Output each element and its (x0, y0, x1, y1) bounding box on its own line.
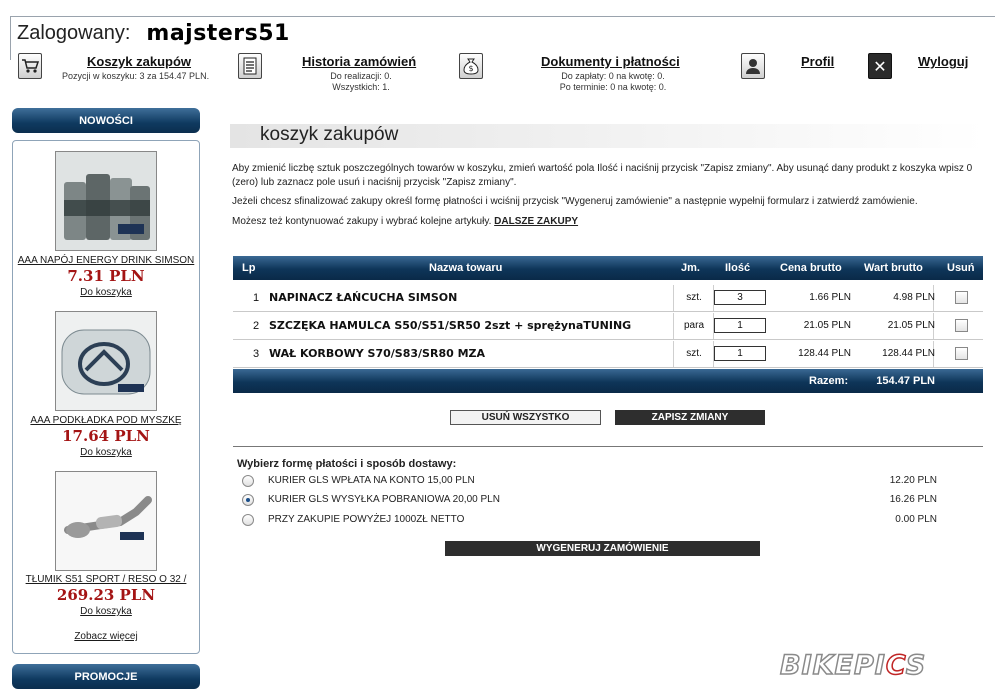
nav-logout-link[interactable]: Wyloguj (918, 54, 969, 69)
payment-title: Wybierz formę płatości i sposób dostawy: (237, 458, 457, 470)
remove-checkbox[interactable] (955, 347, 968, 360)
table-row (233, 285, 983, 312)
payment-option[interactable] (240, 493, 937, 509)
product-image-exhaust[interactable] (55, 471, 157, 571)
nav-cart-link[interactable]: Koszyk zakupów (87, 54, 192, 69)
nav-history-pending: Do realizacji: 0. (330, 71, 392, 81)
intro-continue-text: Możesz też kontynuować zakupy i wybrać kolejne artykuły. (232, 216, 492, 227)
svg-text:$: $ (468, 64, 474, 73)
payment-radio-selected[interactable] (242, 494, 254, 506)
table-row (233, 313, 983, 340)
col-qty: Ilość (725, 262, 751, 274)
product-price: 17.64 PLN (62, 427, 150, 445)
remove-checkbox[interactable] (955, 291, 968, 304)
quantity-input[interactable]: 3 (714, 290, 766, 305)
nav-history-link[interactable]: Historia zamówień (302, 54, 417, 69)
generate-order-button[interactable]: WYGENERUJ ZAMÓWIENIE (445, 541, 760, 556)
add-to-cart-link[interactable]: Do koszyka (80, 447, 132, 458)
news-heading: NOWOŚCI (12, 108, 200, 133)
row-unit: szt. (686, 292, 702, 303)
row-lp: 1 (253, 292, 260, 304)
row-unit: szt. (686, 348, 702, 359)
row-lp: 2 (253, 320, 260, 332)
row-price: 128.44 PLN (798, 348, 851, 359)
nav-profile-link[interactable]: Profil (801, 54, 835, 69)
cart-total-bar (233, 369, 983, 393)
product-price: 7.31 PLN (67, 267, 145, 285)
login-label: Zalogowany: (17, 21, 131, 44)
payment-radio[interactable] (242, 514, 254, 526)
frame-left-rule (10, 16, 11, 60)
watermark-logo (780, 650, 926, 681)
nav-history-all: Wszystkich: 1. (332, 82, 390, 92)
add-to-cart-link[interactable]: Do koszyka (80, 606, 132, 617)
col-price: Cena brutto (780, 262, 842, 274)
nav-documents-due: Do zapłaty: 0 na kwotę: 0. (561, 71, 665, 81)
promo-heading[interactable]: PROMOCJE (12, 664, 200, 689)
add-to-cart-link[interactable]: Do koszyka (80, 287, 132, 298)
nav-documents-overdue: Po terminie: 0 na kwotę: 0. (559, 82, 667, 92)
cart-table-header (233, 256, 983, 280)
payment-radio[interactable] (242, 475, 254, 487)
payment-option-price: 16.26 PLN (889, 494, 937, 505)
row-price: 21.05 PLN (803, 320, 851, 331)
payment-option-price: 0.00 PLN (895, 514, 937, 525)
watermark-part2: C (885, 650, 906, 681)
col-name: Nazwa towaru (429, 262, 503, 274)
quantity-input[interactable]: 1 (714, 346, 766, 361)
close-icon[interactable]: ✕ (868, 53, 892, 79)
row-price: 1.66 PLN (809, 292, 851, 303)
col-remove: Usuń (947, 262, 975, 274)
intro-text-continue (232, 215, 984, 229)
product-name[interactable]: AAA PODKŁADKA POD MYSZKĘ (30, 415, 182, 426)
row-product-name: WAŁ KORBOWY S70/S83/SR80 MZA (269, 347, 486, 360)
payment-option-label: KURIER GLS WYSYŁKA POBRANIOWA 20,00 PLN (268, 494, 500, 505)
product-image-energy-drink[interactable] (55, 151, 157, 251)
payment-option-price: 12.20 PLN (889, 475, 937, 486)
continue-shopping-link[interactable]: DALSZE ZAKUPY (494, 216, 579, 227)
username: majsters51 (142, 21, 293, 46)
money-bag-icon[interactable] (459, 53, 483, 79)
product-name[interactable]: TŁUMIK S51 SPORT / RESO O 32 / (25, 574, 187, 585)
row-value: 128.44 PLN (882, 348, 935, 359)
col-value: Wart brutto (864, 262, 923, 274)
quantity-input[interactable]: 1 (714, 318, 766, 333)
login-header (17, 20, 294, 46)
watermark-part1: BIKEPI (780, 650, 886, 681)
product-price: 269.23 PLN (56, 586, 156, 604)
product-name[interactable]: AAA NAPÓJ ENERGY DRINK SIMSON (17, 255, 195, 266)
user-icon[interactable] (741, 53, 765, 79)
see-more-link[interactable]: Zobacz więcej (74, 631, 138, 642)
page-title: koszyk zakupów (260, 124, 399, 145)
save-changes-button[interactable]: ZAPISZ ZMIANY (615, 410, 765, 425)
payment-option-label: KURIER GLS WPŁATA NA KONTO 15,00 PLN (268, 475, 475, 486)
section-divider (233, 446, 983, 447)
payment-option-label: PRZY ZAKUPIE POWYŻEJ 1000ZŁ NETTO (268, 514, 465, 525)
cart-icon[interactable] (18, 53, 42, 79)
product-image-mousepad[interactable] (55, 311, 157, 411)
nav-cart-info: Pozycji w koszyku: 3 za 154.47 PLN. (62, 71, 210, 81)
top-rule (10, 16, 995, 17)
total-label: Razem: (809, 375, 849, 387)
total-value: 154.47 PLN (876, 375, 935, 387)
col-unit: Jm. (681, 262, 700, 274)
intro-text-qty: Aby zmienić liczbę sztuk poszczególnych towarów w koszyku, zmień wartość pola Ilość i naciśnij przycisk "Zapisz zmiany". Aby usunąć dany produkt z koszyka wpisz 0 (zero) lub zaznacz pole usuń i naciśnij przycisk "Zapisz zmiany". (232, 163, 973, 188)
remove-checkbox[interactable] (955, 319, 968, 332)
watermark-part3: S (905, 650, 927, 681)
col-lp: Lp (242, 262, 256, 274)
row-unit: para (683, 320, 704, 331)
row-value: 4.98 PLN (893, 292, 935, 303)
document-list-icon[interactable] (238, 53, 262, 79)
news-box (12, 140, 200, 654)
remove-all-button[interactable]: USUŃ WSZYSTKO (450, 410, 601, 425)
nav-documents-link[interactable]: Dokumenty i płatności (541, 54, 680, 69)
row-product-name: SZCZĘKA HAMULCA S50/S51/SR50 2szt + sprężynaTUNING (269, 319, 632, 332)
payment-option[interactable] (240, 513, 937, 529)
payment-option[interactable] (240, 474, 937, 490)
row-value: 21.05 PLN (887, 320, 935, 331)
row-product-name: NAPINACZ ŁAŃCUCHA SIMSON (269, 291, 458, 304)
row-lp: 3 (253, 348, 260, 360)
table-row (233, 341, 983, 368)
intro-text-finalize: Jeżeli chcesz sfinalizować zakupy określ formę płatności i wciśnij przycisk "Wygeneruj zamówienie" a następnie wypełnij formularz i zatwierdź zamówienie. (232, 196, 918, 207)
